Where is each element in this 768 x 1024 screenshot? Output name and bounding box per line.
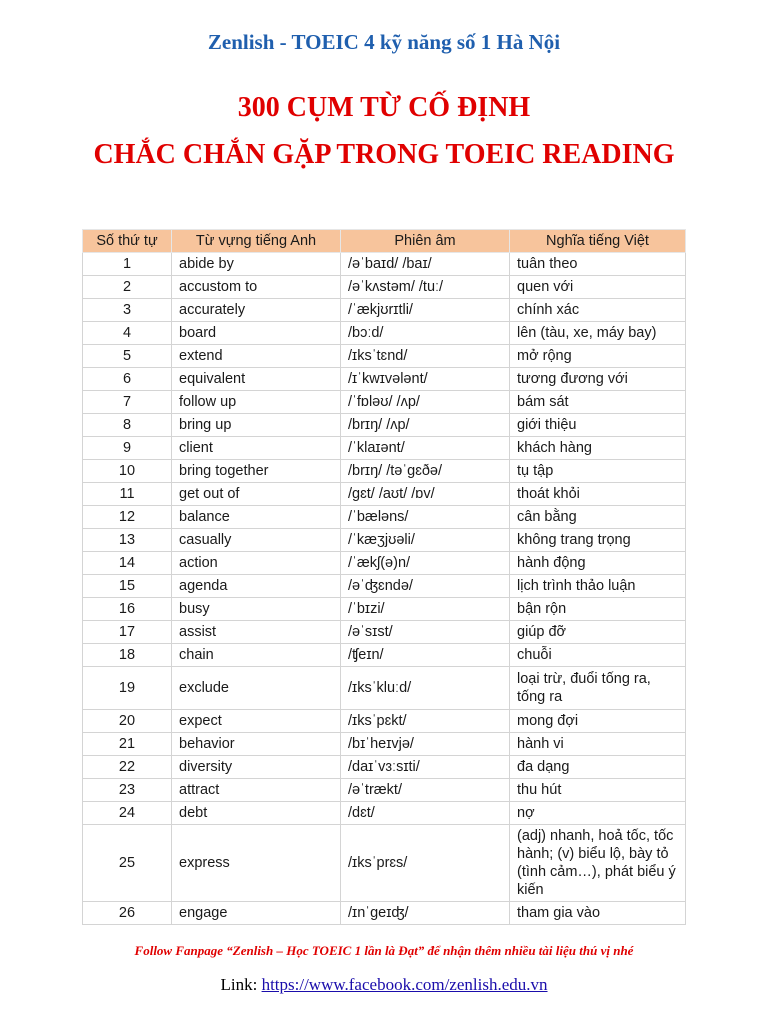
link-line [0,975,768,995]
cell-phonetic: /əˈʤɛndə/ [341,575,510,598]
cell-number: 10 [83,460,172,483]
table-row [83,414,686,437]
column-header-number: Số thứ tự [83,230,172,253]
cell-phonetic: /ˈfɒləʊ/ /ʌp/ [341,391,510,414]
fanpage-note: Follow Fanpage “Zenlish – Học TOEIC 1 lần là Đạt” để nhận thêm nhiều tài liệu thú vị nhé [134,943,634,958]
cell-number: 24 [83,802,172,825]
table-row [83,825,686,902]
cell-phonetic: /ˈbɪzi/ [341,598,510,621]
cell-phonetic: /dɛt/ [341,802,510,825]
cell-english: action [172,552,341,575]
cell-number: 7 [83,391,172,414]
table-row [83,902,686,925]
cell-english: debt [172,802,341,825]
cell-vietnamese: quen với [510,276,686,299]
table-row [83,322,686,345]
cell-english: engage [172,902,341,925]
cell-number: 11 [83,483,172,506]
cell-vietnamese: bận rộn [510,598,686,621]
table-row [83,437,686,460]
cell-phonetic: /əˈkʌstəm/ /tuː/ [341,276,510,299]
cell-vietnamese: cân bằng [510,506,686,529]
page-title-line-1: 300 CỤM TỪ CỐ ĐỊNH [237,92,531,123]
cell-vietnamese: tương đương với [510,368,686,391]
cell-phonetic: /əˈsɪst/ [341,621,510,644]
cell-number: 17 [83,621,172,644]
cell-english: get out of [172,483,341,506]
link-label: Link: [220,975,262,994]
cell-number: 15 [83,575,172,598]
cell-english: busy [172,598,341,621]
cell-english: follow up [172,391,341,414]
cell-english: agenda [172,575,341,598]
facebook-link[interactable]: https://www.facebook.com/zenlish.edu.vn [261,975,548,994]
table-row [83,644,686,667]
cell-number: 2 [83,276,172,299]
cell-number: 16 [83,598,172,621]
cell-phonetic: /ɪˈkwɪvələnt/ [341,368,510,391]
cell-number: 21 [83,733,172,756]
cell-english: casually [172,529,341,552]
table-row [83,621,686,644]
cell-number: 14 [83,552,172,575]
cell-number: 22 [83,756,172,779]
page-subtitle: Zenlish - TOEIC 4 kỹ năng số 1 Hà Nội [207,30,561,54]
cell-number: 18 [83,644,172,667]
cell-vietnamese: mở rộng [510,345,686,368]
cell-english: express [172,825,341,902]
cell-english: abide by [172,253,341,276]
table-row [83,368,686,391]
table-row [83,483,686,506]
column-header-phonetic: Phiên âm [341,230,510,253]
table-row [83,276,686,299]
cell-phonetic: /ˈklaɪənt/ [341,437,510,460]
table-row [83,299,686,322]
cell-phonetic: /daɪˈvɜːsɪti/ [341,756,510,779]
cell-number: 13 [83,529,172,552]
cell-vietnamese: thu hút [510,779,686,802]
cell-number: 25 [83,825,172,902]
table-row [83,756,686,779]
table-row [83,667,686,710]
cell-number: 20 [83,710,172,733]
cell-vietnamese: tuân theo [510,253,686,276]
cell-vietnamese: nợ [510,802,686,825]
cell-phonetic: /gɛt/ /aʊt/ /ɒv/ [341,483,510,506]
cell-english: bring together [172,460,341,483]
cell-english: balance [172,506,341,529]
cell-phonetic: /ˈkæʒjʊəli/ [341,529,510,552]
cell-english: chain [172,644,341,667]
table-row [83,506,686,529]
table-row [83,253,686,276]
cell-phonetic: /ʧeɪn/ [341,644,510,667]
table-row [83,460,686,483]
cell-phonetic: /bɔːd/ [341,322,510,345]
cell-number: 26 [83,902,172,925]
cell-vietnamese: khách hàng [510,437,686,460]
cell-english: attract [172,779,341,802]
cell-vietnamese: thoát khỏi [510,483,686,506]
cell-phonetic: /ɪksˈkluːd/ [341,667,510,710]
cell-english: accustom to [172,276,341,299]
cell-number: 5 [83,345,172,368]
cell-phonetic: /ɪksˈtɛnd/ [341,345,510,368]
table-row [83,552,686,575]
cell-number: 9 [83,437,172,460]
cell-number: 1 [83,253,172,276]
cell-phonetic: /ɪksˈprɛs/ [341,825,510,902]
cell-english: bring up [172,414,341,437]
cell-vietnamese: lên (tàu, xe, máy bay) [510,322,686,345]
cell-english: assist [172,621,341,644]
cell-number: 19 [83,667,172,710]
table-row [83,529,686,552]
cell-phonetic: /brɪŋ/ /təˈgɛðə/ [341,460,510,483]
cell-vietnamese: hành động [510,552,686,575]
cell-english: board [172,322,341,345]
cell-vietnamese: loại trừ, đuổi tống ra, tống ra [510,667,686,710]
cell-english: exclude [172,667,341,710]
cell-vietnamese: lịch trình thảo luận [510,575,686,598]
table-row [83,733,686,756]
table-header-row [83,230,686,253]
table-row [83,575,686,598]
cell-phonetic: /ˈbæləns/ [341,506,510,529]
column-header-english: Từ vựng tiếng Anh [172,230,341,253]
cell-number: 8 [83,414,172,437]
cell-number: 23 [83,779,172,802]
table-body [83,253,686,925]
cell-english: equivalent [172,368,341,391]
table-row [83,345,686,368]
table-row [83,598,686,621]
cell-vietnamese: chuỗi [510,644,686,667]
cell-vietnamese: giúp đỡ [510,621,686,644]
cell-vietnamese: hành vi [510,733,686,756]
cell-english: diversity [172,756,341,779]
cell-english: extend [172,345,341,368]
table-row [83,802,686,825]
cell-phonetic: /ɪksˈpɛkt/ [341,710,510,733]
cell-phonetic: /ˈækʃ(ə)n/ [341,552,510,575]
cell-phonetic: /brɪŋ/ /ʌp/ [341,414,510,437]
cell-vietnamese: bám sát [510,391,686,414]
cell-vietnamese: tụ tập [510,460,686,483]
cell-number: 3 [83,299,172,322]
cell-vietnamese: mong đợi [510,710,686,733]
cell-vietnamese: giới thiệu [510,414,686,437]
cell-phonetic: /bɪˈheɪvjə/ [341,733,510,756]
cell-vietnamese: chính xác [510,299,686,322]
cell-vietnamese: không trang trọng [510,529,686,552]
column-header-vietnamese: Nghĩa tiếng Việt [510,230,686,253]
cell-phonetic: /ɪnˈgeɪʤ/ [341,902,510,925]
table-row [83,391,686,414]
cell-vietnamese: đa dạng [510,756,686,779]
cell-english: client [172,437,341,460]
cell-english: behavior [172,733,341,756]
cell-number: 6 [83,368,172,391]
table-row [83,779,686,802]
cell-english: expect [172,710,341,733]
vocabulary-table [82,229,686,925]
cell-number: 12 [83,506,172,529]
cell-phonetic: /əˈbaɪd/ /baɪ/ [341,253,510,276]
cell-number: 4 [83,322,172,345]
cell-vietnamese: tham gia vào [510,902,686,925]
cell-phonetic: /əˈtrækt/ [341,779,510,802]
cell-english: accurately [172,299,341,322]
table-row [83,710,686,733]
page-title-line-2: CHẮC CHẮN GẶP TRONG TOEIC READING [93,139,675,170]
cell-phonetic: /ˈækjʊrɪtli/ [341,299,510,322]
cell-vietnamese: (adj) nhanh, hoả tốc, tốc hành; (v) biểu lộ, bày tỏ (tình cảm…), phát biểu ý kiến [510,825,686,902]
